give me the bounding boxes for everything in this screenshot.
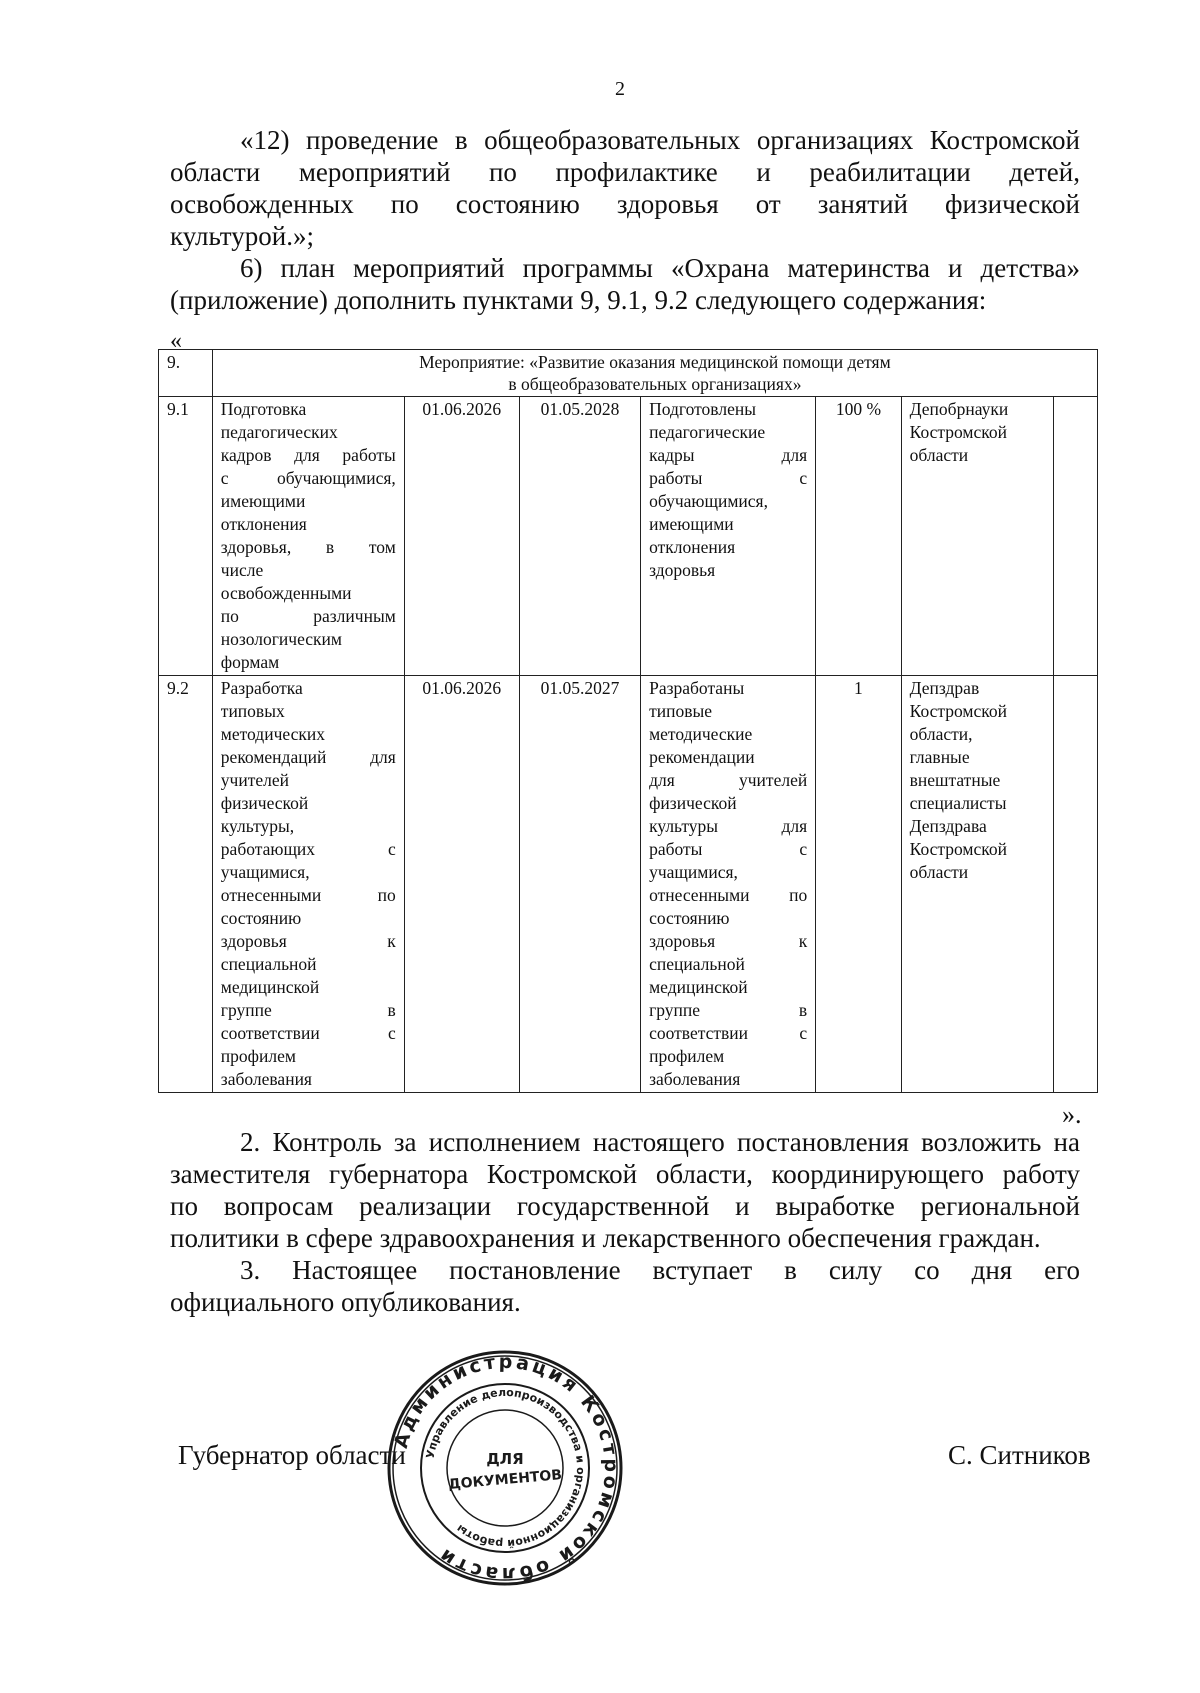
- table-row-9-2: [159, 676, 1098, 1093]
- closing-quote: ».: [1062, 1100, 1082, 1129]
- plan-table: [158, 349, 1098, 1093]
- action-cell: [212, 676, 404, 1093]
- result-cell: [641, 397, 816, 676]
- cell-line: Костромской: [909, 422, 1007, 442]
- cell-line: заболевания: [220, 1069, 312, 1089]
- paragraph-control: [170, 1126, 1080, 1254]
- paragraph-control-line: 2. Контроль за исполнением настоящего постановления возложить на: [240, 1127, 1080, 1157]
- cell-line: медицинской: [220, 977, 320, 997]
- cell-line: заболевания: [649, 1069, 741, 1089]
- paragraph-effective-line: 3. Настоящее постановление вступает в силу со дня его: [240, 1255, 1080, 1285]
- cell-line: с обучающимися,: [220, 468, 396, 488]
- cell-line: культуры,: [220, 816, 295, 836]
- cell-line: области,: [909, 724, 973, 744]
- cell-line: Депздрава: [909, 816, 987, 836]
- cell-line: обучающимися,: [649, 491, 768, 511]
- cell-line: работы с: [649, 839, 808, 859]
- page-number: 2: [615, 78, 625, 100]
- cell-line: кадров для работы: [220, 445, 396, 465]
- row-number: 9.: [159, 350, 213, 397]
- cell-line: кадры для: [649, 445, 808, 465]
- cell-line: имеющими: [649, 514, 734, 534]
- cell-line: культуры для: [649, 816, 808, 836]
- cell-line: Костромской: [909, 701, 1007, 721]
- cell-line: физической: [220, 793, 309, 813]
- row-number: 9.2: [159, 676, 213, 1093]
- start-date: 01.06.2026: [404, 676, 519, 1093]
- opening-quote: «: [170, 328, 182, 354]
- start-date: 01.06.2026: [404, 397, 519, 676]
- cell-line: группе в: [220, 1000, 396, 1020]
- cell-line: здоровья, в том: [220, 537, 396, 557]
- activity-title: [212, 350, 1097, 397]
- cell-line: рекомендаций для: [220, 747, 396, 767]
- cell-line: методических: [220, 724, 325, 744]
- cell-line: типовые: [649, 701, 713, 721]
- cell-line: состоянию: [220, 908, 302, 928]
- cell-line: медицинской: [649, 977, 748, 997]
- cell-line: методические: [649, 724, 753, 744]
- cell-line: группе в: [649, 1000, 808, 1020]
- cell-line: состоянию: [649, 908, 730, 928]
- paragraph-12-line: «12) проведение в общеобразовательных организациях Костромской: [240, 125, 1080, 155]
- paragraph-12-line: освобожденных по состоянию здоровья от занятий физической: [170, 189, 1080, 219]
- cell-line: отклонения: [649, 537, 736, 557]
- cell-line: внештатные: [909, 770, 1001, 790]
- cell-line: педагогические: [649, 422, 766, 442]
- cell-line: области: [909, 445, 969, 465]
- cell-line: соответствии с: [220, 1023, 396, 1043]
- amendment-paragraph-6: [170, 252, 1080, 316]
- cell-line: Депобрнауки: [909, 399, 1009, 419]
- paragraph-6-line: (приложение) дополнить пунктами 9, 9.1, 9.2 следующего содержания:: [170, 285, 987, 315]
- row-number: 9.1: [159, 397, 213, 676]
- cell-line: отклонения: [220, 514, 307, 534]
- cell-line: учителей: [220, 770, 289, 790]
- seal-stamp-icon: [385, 1348, 625, 1588]
- signature-title: Губернатор области: [178, 1440, 406, 1470]
- cell-line: формам: [220, 652, 280, 672]
- paragraph-control-line: заместителя губернатора Костромской области, координирующего работу: [170, 1159, 1080, 1189]
- cell-line: работы с: [649, 468, 808, 488]
- cell-line: области: [909, 862, 969, 882]
- cell-line: Депздрав: [909, 678, 980, 698]
- cell-line: Подготовка: [220, 399, 307, 419]
- svg-text:Управление делопроизводства и: Управление делопроизводства и организационной работы: [423, 1385, 588, 1551]
- paragraph-control-line: по вопросам реализации государственной и выработке региональной: [170, 1191, 1080, 1221]
- cell-line: здоровья к: [649, 931, 808, 951]
- cell-line: отнесенными по: [220, 885, 396, 905]
- cell-line: специалисты: [909, 793, 1007, 813]
- cell-line: работающих с: [220, 839, 396, 859]
- cell-line: соответствии с: [649, 1023, 808, 1043]
- cell-line: здоровья к: [220, 931, 396, 951]
- cell-line: типовых: [220, 701, 285, 721]
- amendment-paragraph-12: [170, 124, 1080, 252]
- cell-line: имеющими: [220, 491, 306, 511]
- cell-line: учащимися,: [220, 862, 310, 882]
- responsible-cell: [901, 676, 1053, 1093]
- cell-line: для учителей: [649, 770, 808, 790]
- paragraph-6-line: 6) план мероприятий программы «Охрана материнства и детства»: [240, 253, 1080, 283]
- paragraph-control-line: политики в сфере здравоохранения и лекарственного обеспечения граждан.: [170, 1223, 1041, 1253]
- cell-line: Разработаны: [649, 678, 745, 698]
- indicator-value: 1: [816, 676, 901, 1093]
- activity-title-line1: Мероприятие: «Развитие оказания медицинской помощи детям: [419, 352, 891, 372]
- cell-line: по различным: [220, 606, 396, 626]
- paragraph-effective: [170, 1254, 1080, 1318]
- cell-line: Подготовлены: [649, 399, 756, 419]
- cell-line: учащимися,: [649, 862, 738, 882]
- responsible-cell: [901, 397, 1053, 676]
- svg-text:Администрация Костромской обла: Администрация Костромской области: [390, 1350, 623, 1586]
- cell-line: специальной: [220, 954, 317, 974]
- empty-cell: [1053, 676, 1097, 1093]
- cell-line: педагогических: [220, 422, 338, 442]
- result-cell: [641, 676, 816, 1093]
- cell-line: профилем: [220, 1046, 296, 1066]
- cell-line: здоровья: [649, 560, 716, 580]
- official-seal: [385, 1348, 625, 1588]
- cell-line: профилем: [649, 1046, 725, 1066]
- paragraph-12-line: области мероприятий по профилактике и реабилитации детей,: [170, 157, 1080, 187]
- paragraph-12-line: культурой.»;: [170, 221, 314, 251]
- cell-line: освобожденными: [220, 583, 352, 603]
- svg-text:ДЛЯ: ДЛЯ: [486, 1450, 524, 1468]
- empty-cell: [1053, 397, 1097, 676]
- end-date: 01.05.2028: [519, 397, 640, 676]
- cell-line: Костромской: [909, 839, 1007, 859]
- end-date: 01.05.2027: [519, 676, 640, 1093]
- cell-line: специальной: [649, 954, 745, 974]
- signature-name: С. Ситников: [948, 1440, 1091, 1470]
- cell-line: главные: [909, 747, 970, 767]
- activity-title-line2: в общеобразовательных организациях»: [508, 374, 802, 394]
- paragraph-effective-line: официального опубликования.: [170, 1287, 521, 1317]
- svg-text:ДОКУМЕНТОВ: ДОКУМЕНТОВ: [447, 1467, 563, 1493]
- cell-line: числе: [220, 560, 264, 580]
- table-row-9-1: [159, 397, 1098, 676]
- action-cell: [212, 397, 404, 676]
- cell-line: отнесенными по: [649, 885, 808, 905]
- cell-line: Разработка: [220, 678, 303, 698]
- cell-line: физической: [649, 793, 737, 813]
- indicator-value: 100 %: [816, 397, 901, 676]
- cell-line: нозологическим: [220, 629, 342, 649]
- cell-line: рекомендации: [649, 747, 755, 767]
- table-row-9: [159, 350, 1098, 397]
